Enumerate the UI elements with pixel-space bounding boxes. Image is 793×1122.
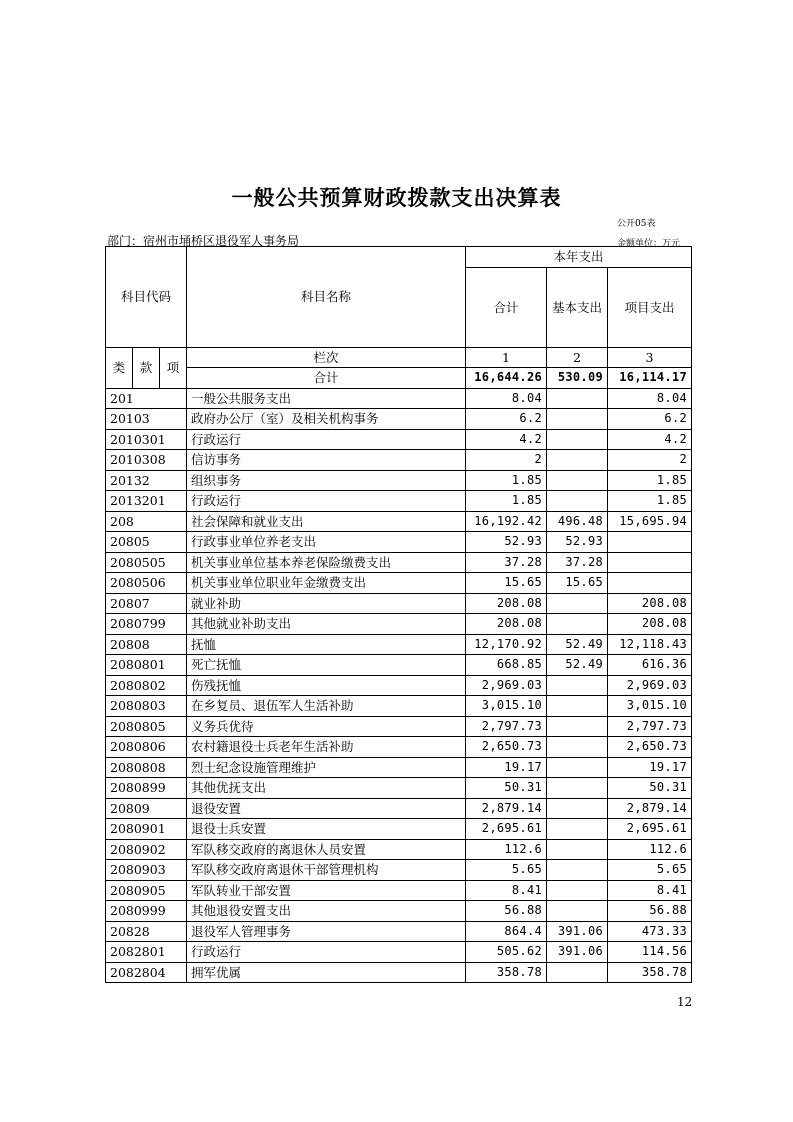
table-row xyxy=(106,409,692,430)
row-name: 军队移交政府的离退休人员安置 xyxy=(187,839,466,860)
row-name: 军队转业干部安置 xyxy=(187,880,466,901)
row-code: 20809 xyxy=(106,798,187,819)
row-basic: 37.28 xyxy=(547,552,608,573)
row-basic: 52.49 xyxy=(547,655,608,676)
totals-project: 16,114.17 xyxy=(608,368,692,389)
row-total: 208.08 xyxy=(466,614,547,635)
table-row xyxy=(106,573,692,594)
table-row xyxy=(106,429,692,450)
header-code: 科目代码 xyxy=(106,247,187,348)
row-name: 其他退役安置支出 xyxy=(187,901,466,922)
row-name: 退役士兵安置 xyxy=(187,819,466,840)
table-row xyxy=(106,655,692,676)
row-name: 机关事业单位基本养老保险缴费支出 xyxy=(187,552,466,573)
row-name: 其他优抚支出 xyxy=(187,778,466,799)
row-name: 行政运行 xyxy=(187,491,466,512)
row-code: 2080806 xyxy=(106,737,187,758)
row-project: 8.41 xyxy=(608,880,692,901)
row-basic: 391.06 xyxy=(547,921,608,942)
row-project: 1.85 xyxy=(608,491,692,512)
row-project: 5.65 xyxy=(608,860,692,881)
header-current-year: 本年支出 xyxy=(466,247,692,268)
row-code: 2080899 xyxy=(106,778,187,799)
row-project xyxy=(608,552,692,573)
row-name: 信访事务 xyxy=(187,450,466,471)
row-name: 其他就业补助支出 xyxy=(187,614,466,635)
row-total: 8.41 xyxy=(466,880,547,901)
row-total: 2 xyxy=(466,450,547,471)
row-code: 201 xyxy=(106,388,187,409)
row-code: 2080801 xyxy=(106,655,187,676)
row-basic xyxy=(547,675,608,696)
row-project xyxy=(608,532,692,553)
row-total: 19.17 xyxy=(466,757,547,778)
row-code: 208 xyxy=(106,511,187,532)
row-project: 4.2 xyxy=(608,429,692,450)
row-basic: 496.48 xyxy=(547,511,608,532)
row-total: 15.65 xyxy=(466,573,547,594)
row-code: 20828 xyxy=(106,921,187,942)
row-total: 3,015.10 xyxy=(466,696,547,717)
row-code: 2080506 xyxy=(106,573,187,594)
row-basic xyxy=(547,696,608,717)
row-project: 358.78 xyxy=(608,962,692,983)
row-name: 退役军人管理事务 xyxy=(187,921,466,942)
row-total: 208.08 xyxy=(466,593,547,614)
row-code: 2080505 xyxy=(106,552,187,573)
table-row xyxy=(106,470,692,491)
row-basic: 52.93 xyxy=(547,532,608,553)
table-row xyxy=(106,511,692,532)
row-project: 19.17 xyxy=(608,757,692,778)
row-name: 政府办公厅（室）及相关机构事务 xyxy=(187,409,466,430)
row-name: 就业补助 xyxy=(187,593,466,614)
row-total: 505.62 xyxy=(466,942,547,963)
row-total: 2,797.73 xyxy=(466,716,547,737)
row-name: 行政运行 xyxy=(187,942,466,963)
column-number-1: 1 xyxy=(466,347,547,368)
row-total: 56.88 xyxy=(466,901,547,922)
row-basic xyxy=(547,880,608,901)
header-item: 项 xyxy=(160,347,187,388)
totals-basic: 530.09 xyxy=(547,368,608,389)
row-total: 864.4 xyxy=(466,921,547,942)
row-name: 拥军优属 xyxy=(187,962,466,983)
row-project: 3,015.10 xyxy=(608,696,692,717)
row-project: 50.31 xyxy=(608,778,692,799)
row-name: 退役安置 xyxy=(187,798,466,819)
row-name: 一般公共服务支出 xyxy=(187,388,466,409)
row-code: 20103 xyxy=(106,409,187,430)
header-name: 科目名称 xyxy=(187,247,466,348)
row-code: 20132 xyxy=(106,470,187,491)
row-code: 20808 xyxy=(106,634,187,655)
row-total: 1.85 xyxy=(466,491,547,512)
row-project: 112.6 xyxy=(608,839,692,860)
row-project: 15,695.94 xyxy=(608,511,692,532)
row-total: 358.78 xyxy=(466,962,547,983)
row-project: 114.56 xyxy=(608,942,692,963)
header-class: 类 xyxy=(106,347,133,388)
row-code: 2080905 xyxy=(106,880,187,901)
row-total: 8.04 xyxy=(466,388,547,409)
row-project: 2,797.73 xyxy=(608,716,692,737)
row-basic: 52.49 xyxy=(547,634,608,655)
row-name: 抚恤 xyxy=(187,634,466,655)
row-code: 2080805 xyxy=(106,716,187,737)
header-column-index: 栏次 xyxy=(187,347,466,368)
row-total: 5.65 xyxy=(466,860,547,881)
form-code: 公开05表 xyxy=(617,219,656,229)
row-project: 208.08 xyxy=(608,593,692,614)
row-project: 6.2 xyxy=(608,409,692,430)
table-row xyxy=(106,532,692,553)
row-basic: 15.65 xyxy=(547,573,608,594)
row-basic xyxy=(547,962,608,983)
row-basic xyxy=(547,450,608,471)
row-total: 52.93 xyxy=(466,532,547,553)
row-project xyxy=(608,573,692,594)
table-row xyxy=(106,819,692,840)
row-total: 1.85 xyxy=(466,470,547,491)
row-project: 208.08 xyxy=(608,614,692,635)
row-code: 2013201 xyxy=(106,491,187,512)
table-row xyxy=(106,388,692,409)
row-total: 2,879.14 xyxy=(466,798,547,819)
table-row xyxy=(106,962,692,983)
table-row xyxy=(106,901,692,922)
row-basic xyxy=(547,614,608,635)
row-total: 16,192.42 xyxy=(466,511,547,532)
row-basic xyxy=(547,901,608,922)
row-basic xyxy=(547,409,608,430)
row-code: 2080901 xyxy=(106,819,187,840)
header-project: 项目支出 xyxy=(608,267,692,347)
row-project: 2,695.61 xyxy=(608,819,692,840)
row-basic xyxy=(547,716,608,737)
expenditure-table xyxy=(105,246,692,983)
row-basic xyxy=(547,429,608,450)
row-basic: 391.06 xyxy=(547,942,608,963)
row-project: 12,118.43 xyxy=(608,634,692,655)
row-total: 2,695.61 xyxy=(466,819,547,840)
row-code: 2082804 xyxy=(106,962,187,983)
row-total: 2,969.03 xyxy=(466,675,547,696)
header-section: 款 xyxy=(133,347,160,388)
table-row xyxy=(106,757,692,778)
table-row xyxy=(106,860,692,881)
row-total: 12,170.92 xyxy=(466,634,547,655)
header-basic: 基本支出 xyxy=(547,267,608,347)
row-total: 4.2 xyxy=(466,429,547,450)
row-project: 2,969.03 xyxy=(608,675,692,696)
row-project: 616.36 xyxy=(608,655,692,676)
table-row xyxy=(106,798,692,819)
table-row xyxy=(106,737,692,758)
row-name: 行政运行 xyxy=(187,429,466,450)
unit-label: 金额单位：万元 xyxy=(617,239,681,249)
row-name: 死亡抚恤 xyxy=(187,655,466,676)
row-name: 机关事业单位职业年金缴费支出 xyxy=(187,573,466,594)
table-row xyxy=(106,778,692,799)
row-total: 112.6 xyxy=(466,839,547,860)
page-number: 12 xyxy=(677,995,693,1009)
table-row xyxy=(106,942,692,963)
row-basic xyxy=(547,778,608,799)
table-row xyxy=(106,921,692,942)
row-code: 2080903 xyxy=(106,860,187,881)
row-project: 473.33 xyxy=(608,921,692,942)
row-project: 56.88 xyxy=(608,901,692,922)
row-name: 军队移交政府离退休干部管理机构 xyxy=(187,860,466,881)
table-row xyxy=(106,593,692,614)
row-name: 社会保障和就业支出 xyxy=(187,511,466,532)
table-row xyxy=(106,614,692,635)
page-title: 一般公共预算财政拨款支出决算表 xyxy=(231,185,562,210)
row-basic xyxy=(547,819,608,840)
row-code: 2080999 xyxy=(106,901,187,922)
row-basic xyxy=(547,757,608,778)
row-code: 2080799 xyxy=(106,614,187,635)
row-code: 2082801 xyxy=(106,942,187,963)
row-code: 2010301 xyxy=(106,429,187,450)
row-project: 2 xyxy=(608,450,692,471)
table-row xyxy=(106,450,692,471)
header-total: 合计 xyxy=(466,267,547,347)
table-row xyxy=(106,880,692,901)
row-name: 组织事务 xyxy=(187,470,466,491)
row-code: 2080808 xyxy=(106,757,187,778)
row-project: 2,650.73 xyxy=(608,737,692,758)
row-code: 2080802 xyxy=(106,675,187,696)
row-total: 668.85 xyxy=(466,655,547,676)
row-basic xyxy=(547,860,608,881)
row-name: 义务兵优待 xyxy=(187,716,466,737)
row-basic xyxy=(547,839,608,860)
row-total: 6.2 xyxy=(466,409,547,430)
row-total: 37.28 xyxy=(466,552,547,573)
table-row xyxy=(106,675,692,696)
table-row xyxy=(106,839,692,860)
row-name: 在乡复员、退伍军人生活补助 xyxy=(187,696,466,717)
row-basic xyxy=(547,491,608,512)
row-basic xyxy=(547,798,608,819)
row-name: 伤残抚恤 xyxy=(187,675,466,696)
row-total: 50.31 xyxy=(466,778,547,799)
totals-label: 合计 xyxy=(187,368,466,389)
row-name: 农村籍退役士兵老年生活补助 xyxy=(187,737,466,758)
row-code: 20807 xyxy=(106,593,187,614)
department-label: 部门：宿州市埇桥区退役军人事务局 xyxy=(107,234,300,248)
row-basic xyxy=(547,470,608,491)
table-row xyxy=(106,716,692,737)
row-code: 2080803 xyxy=(106,696,187,717)
row-basic xyxy=(547,737,608,758)
row-total: 2,650.73 xyxy=(466,737,547,758)
table-row xyxy=(106,634,692,655)
table-row xyxy=(106,552,692,573)
table-row xyxy=(106,491,692,512)
row-name: 烈士纪念设施管理维护 xyxy=(187,757,466,778)
row-project: 2,879.14 xyxy=(608,798,692,819)
row-code: 2080902 xyxy=(106,839,187,860)
column-number-2: 2 xyxy=(547,347,608,368)
row-name: 行政事业单位养老支出 xyxy=(187,532,466,553)
row-basic xyxy=(547,593,608,614)
row-basic xyxy=(547,388,608,409)
row-project: 1.85 xyxy=(608,470,692,491)
row-project: 8.04 xyxy=(608,388,692,409)
table-row xyxy=(106,696,692,717)
row-code: 20805 xyxy=(106,532,187,553)
row-code: 2010308 xyxy=(106,450,187,471)
column-number-3: 3 xyxy=(608,347,692,368)
totals-total: 16,644.26 xyxy=(466,368,547,389)
